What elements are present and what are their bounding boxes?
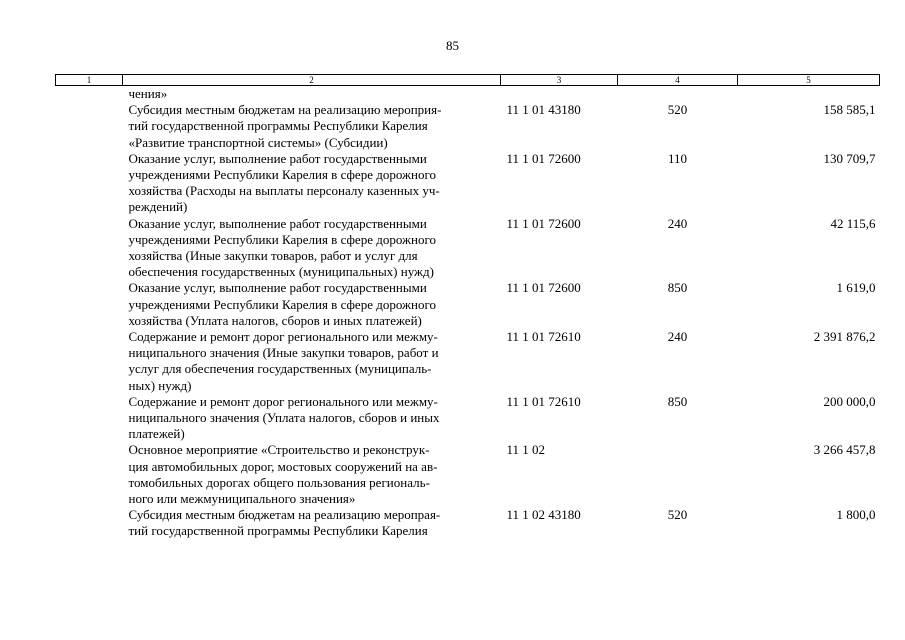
row-name-line: Субсидия местным бюджетам на реализацию мероприя- [128,102,442,118]
page-number: 85 [446,38,459,53]
row-name-cell [123,216,501,281]
row-name-line: учреждениями Республики Карелия в сфере дорожного [128,167,436,183]
row-name-line: Субсидия местным бюджетам на реализацию меропрая- [128,507,441,523]
table-row [56,102,880,151]
row-name-line: Основное мероприятие «Строительство и реконструк- [128,442,430,458]
row-index-cell [56,442,123,507]
row-name-line: Оказание услуг, выполнение работ государственными [128,215,427,231]
row-amount-cell [738,86,880,103]
row-index-cell [56,151,123,216]
row-index-cell [56,102,123,151]
table-row [56,394,880,443]
row-name-cell [123,442,501,507]
row-name-line: ных) нужд) [128,377,192,393]
row-index-cell [56,329,123,394]
row-code-cell: 11 1 01 72600 [506,150,581,166]
row-name-line: обеспечения государственных (муниципальных) нужд) [128,264,434,280]
row-index-cell [56,280,123,329]
row-expense-type-cell: 850 [667,280,688,296]
row-amount-cell: 1 619,0 [836,280,876,296]
row-name-line: хозяйства (Иные закупки товаров, работ и услуг для [128,248,418,264]
row-expense-type-cell: 520 [667,507,688,523]
table-row [56,86,880,103]
row-code-cell [501,86,618,103]
row-code-cell: 11 1 01 43180 [506,102,581,118]
row-index-cell [56,394,123,443]
row-name-line: чения» [128,86,168,101]
table-header [56,75,880,86]
row-code-cell: 11 1 01 72600 [506,215,581,231]
table-header-row [56,75,880,86]
row-name-line: «Развитие транспортной системы» (Субсидии) [128,134,388,150]
row-code-cell: 11 1 02 [506,442,546,458]
header-col-3: 3 [501,75,618,86]
header-col-4: 4 [618,75,738,86]
row-name-line: платежей) [128,426,185,442]
row-expense-type-cell [618,442,738,507]
row-name-line: Содержание и ремонт дорог регионального или межму- [128,393,438,409]
row-expense-type-cell [618,86,738,103]
row-name-line: ного или межмуниципального значения» [128,491,356,507]
row-expense-type-cell: 240 [667,215,688,231]
table-body [56,86,880,540]
row-name-cell [123,151,501,216]
row-amount-cell: 2 391 876,2 [813,329,876,345]
table-row [56,280,880,329]
row-code-cell: 11 1 01 72610 [506,393,581,409]
row-amount-cell: 42 115,6 [830,215,876,231]
row-name-line: ция автомобильных дорог, мостовых сооружений на ав- [128,458,438,474]
row-expense-type-cell: 850 [667,393,688,409]
table-row [56,329,880,394]
row-expense-type-cell: 520 [667,102,688,118]
row-expense-type-cell: 240 [667,329,688,345]
row-name-cell [123,102,501,151]
row-name-line: хозяйства (Расходы на выплаты персоналу казенных уч- [128,183,440,199]
header-col-5: 5 [738,75,880,86]
table-row [56,442,880,507]
row-name-cell [123,86,501,103]
row-name-line: Содержание и ремонт дорог регионального или межму- [128,329,438,345]
row-name-line: ниципального значения (Уплата налогов, сборов и иных [128,410,440,426]
row-name-line: Оказание услуг, выполнение работ государственными [128,280,427,296]
row-index-cell [56,216,123,281]
row-name-cell [123,280,501,329]
row-amount-cell: 130 709,7 [823,150,876,166]
row-name-line: тий государственной программы Республики Карелия [128,118,428,134]
table-row [56,151,880,216]
row-expense-type-cell: 110 [667,150,688,166]
row-index-cell [56,86,123,103]
row-name-cell [123,507,501,539]
row-name-cell [123,394,501,443]
row-name-cell [123,329,501,394]
row-name-line: ниципального значения (Иные закупки товаров, работ и [128,345,439,361]
header-col-2: 2 [123,75,501,86]
row-name-line: хозяйства (Уплата налогов, сборов и иных платежей) [128,312,422,328]
row-name-line: томобильных дорогах общего пользования региональ- [128,474,430,490]
row-name-line: услуг для обеспечения государственных (муниципаль- [128,361,432,377]
row-amount-cell: 200 000,0 [823,393,876,409]
row-code-cell: 11 1 02 43180 [506,507,581,523]
row-index-cell [56,507,123,539]
table-row [56,216,880,281]
row-name-line: Оказание услуг, выполнение работ государственными [128,150,427,166]
row-name-line: реждений) [128,199,188,215]
budget-table [55,74,880,540]
row-code-cell: 11 1 01 72610 [506,329,581,345]
row-name-line: тий государственной программы Республики Карелия [128,523,428,539]
row-code-cell: 11 1 01 72600 [506,280,581,296]
row-amount-cell: 3 266 457,8 [813,442,876,458]
row-name-line: учреждениями Республики Карелия в сфере дорожного [128,296,436,312]
row-name-line: учреждениями Республики Карелия в сфере дорожного [128,231,436,247]
header-col-1: 1 [56,75,123,86]
row-amount-cell: 158 585,1 [823,102,876,118]
row-amount-cell: 1 800,0 [836,507,876,523]
table-row [56,507,880,539]
